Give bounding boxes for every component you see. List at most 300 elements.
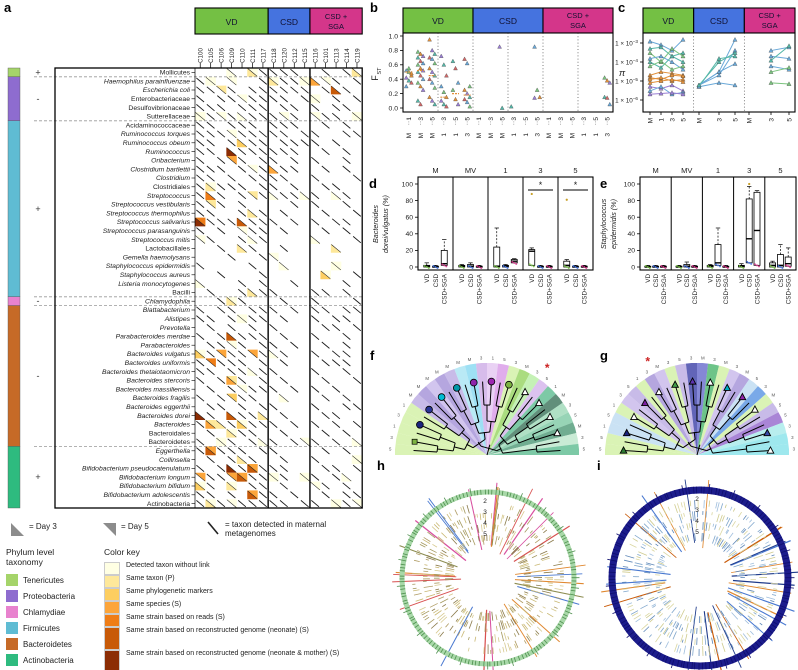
band-tick — [436, 627, 442, 633]
band-tick — [739, 588, 743, 589]
maternal-mark — [343, 448, 351, 454]
maternal-mark — [196, 316, 204, 322]
band-tick — [457, 521, 459, 525]
row-label: Streptococcus — [146, 192, 190, 200]
leaf-label: 5 — [784, 412, 787, 418]
maternal-mark — [270, 421, 278, 427]
x-group-label: CSD — [537, 274, 545, 288]
phylum-swatch — [6, 638, 18, 650]
outlier — [566, 199, 568, 201]
band-tick — [424, 586, 433, 587]
band-tick — [668, 507, 670, 511]
row-label: Bacteroides dorei — [137, 412, 190, 420]
track-label: 3 — [695, 507, 699, 514]
maternal-mark — [196, 78, 204, 84]
maternal-mark — [259, 228, 267, 234]
band-tick — [508, 643, 510, 651]
maternal-mark — [280, 412, 288, 418]
band-tick — [725, 505, 726, 508]
maternal-mark — [259, 104, 267, 110]
maternal-mark — [207, 368, 215, 374]
jitter-dot — [647, 266, 649, 268]
row-label: Parabacteroides — [140, 342, 190, 350]
jitter-dot — [688, 267, 690, 269]
band-tick — [469, 539, 470, 542]
maternal-mark — [228, 316, 236, 322]
band-tick — [709, 523, 710, 531]
row-label: Prevotella — [159, 324, 190, 332]
y-tick-label: 0.6 — [388, 62, 398, 70]
maternal-mark — [259, 140, 267, 146]
band-tick — [745, 620, 749, 624]
x-label-bottom: M — [569, 133, 577, 139]
x-group-label: CSD+SGA — [476, 274, 484, 305]
maternal-mark — [238, 448, 246, 454]
band-tick — [645, 569, 651, 570]
x-label-bottom: M — [557, 133, 565, 139]
maternal-mark — [196, 104, 204, 110]
maternal-mark — [290, 421, 298, 427]
maternal-mark — [332, 78, 340, 84]
band-tick — [766, 557, 775, 560]
x-group-label: CSD+SGA — [581, 274, 589, 305]
column-label: C101 — [323, 47, 331, 63]
x-group-label: VD — [494, 274, 502, 283]
band-tick — [497, 525, 498, 532]
band-tick — [542, 591, 551, 593]
band-tick — [736, 524, 739, 528]
band-tick — [452, 555, 455, 557]
maternal-mark — [290, 192, 298, 198]
leaf-label: M — [524, 364, 529, 370]
row-label: Collinsella — [159, 456, 190, 464]
band-tick — [475, 637, 476, 642]
maternal-mark — [322, 69, 330, 75]
band-tick — [468, 516, 471, 524]
x-label-top: 1 — [476, 117, 484, 121]
jitter-dot — [692, 265, 694, 267]
jitter-dot — [684, 265, 686, 267]
band-tick — [644, 572, 650, 573]
jitter-dot — [777, 265, 779, 267]
maternal-mark — [311, 439, 319, 445]
band-tick — [454, 522, 458, 528]
band-tick — [709, 501, 710, 507]
x-group-label: CSD+SGA — [723, 274, 731, 305]
maternal-mark — [280, 131, 288, 137]
y-axis-label: Staphylococcus — [599, 198, 608, 250]
maternal-mark — [290, 69, 298, 75]
maternal-mark — [301, 96, 309, 102]
band-tick — [531, 590, 540, 593]
row-label: Listeria monocytogenes — [118, 280, 190, 288]
jitter-dot — [433, 265, 435, 267]
maternal-mark — [280, 122, 288, 128]
maternal-mark — [301, 500, 309, 506]
maternal-mark — [311, 351, 319, 357]
maternal-mark — [238, 465, 246, 471]
jitter-dot — [441, 263, 443, 265]
jitter-dot — [496, 266, 498, 268]
row-label: Clostridium bartlettii — [130, 166, 190, 174]
jitter-dot — [664, 267, 666, 269]
maternal-mark — [207, 289, 215, 295]
jitter-dot — [437, 267, 439, 269]
band-tick — [753, 603, 760, 606]
jitter-dot — [742, 267, 744, 269]
node-marker-circle — [416, 421, 423, 428]
panel-h-circos — [392, 483, 585, 670]
band-tick — [554, 607, 558, 609]
maternal-mark — [280, 104, 288, 110]
maternal-mark — [196, 175, 204, 181]
maternal-mark — [343, 201, 351, 207]
band-tick — [450, 626, 453, 631]
phylum-bar-actinobacteria — [8, 446, 20, 508]
maternal-mark — [353, 78, 361, 84]
band-tick — [432, 609, 435, 611]
maternal-mark — [217, 404, 225, 410]
maternal-mark — [217, 166, 225, 172]
maternal-mark — [353, 96, 361, 102]
maternal-mark — [343, 351, 351, 357]
band-tick — [529, 607, 532, 609]
maternal-mark — [270, 122, 278, 128]
maternal-mark — [228, 324, 236, 330]
maternal-mark — [280, 192, 288, 198]
band-tick — [640, 528, 647, 534]
maternal-mark — [311, 404, 319, 410]
maternal-mark — [259, 483, 267, 489]
band-tick — [760, 623, 763, 625]
leaf-label: 5 — [545, 376, 549, 382]
jitter-dot — [564, 265, 566, 267]
maternal-mark — [270, 87, 278, 93]
maternal-mark — [343, 131, 351, 137]
maternal-mark — [270, 113, 278, 119]
band-tick — [419, 607, 425, 610]
band-tick — [637, 598, 643, 600]
maternal-mark — [217, 219, 225, 225]
maternal-mark — [228, 87, 236, 93]
maternal-mark — [311, 157, 319, 163]
panel-label-c: c — [618, 0, 626, 15]
maternal-mark — [207, 456, 215, 462]
jitter-dot — [709, 266, 711, 268]
y-tick-label: 40 — [405, 231, 413, 239]
maternal-mark — [311, 421, 319, 427]
outer-ring — [612, 490, 788, 666]
band-tick — [426, 594, 435, 597]
maternal-mark — [196, 333, 204, 339]
maternal-mark — [249, 245, 257, 251]
band-tick — [495, 634, 496, 642]
x-label-top: 5 — [569, 117, 577, 121]
leaf-label: 1 — [603, 423, 606, 429]
y-tick-label: 100 — [623, 181, 635, 189]
row-label: Staphylococcus aureus — [119, 272, 190, 279]
x-label-bottom: 1 — [522, 133, 530, 137]
x-tick-label: 3 — [768, 118, 776, 122]
maternal-mark — [290, 184, 298, 190]
band-tick — [508, 636, 509, 639]
band-tick — [424, 590, 431, 592]
band-tick — [758, 615, 766, 620]
band-tick — [634, 565, 643, 567]
band-tick — [501, 620, 504, 629]
maternal-mark — [207, 316, 215, 322]
band-tick — [544, 572, 553, 573]
jitter-dot — [756, 264, 758, 266]
band-tick — [655, 625, 658, 628]
x-label-bottom: 1 — [592, 133, 600, 137]
day5-triangle-icon — [102, 522, 117, 537]
band-tick — [438, 557, 443, 559]
maternal-mark — [238, 368, 246, 374]
maternal-mark — [217, 500, 225, 506]
row-label: Bacteroides vulgatus — [126, 351, 190, 359]
band-tick — [758, 529, 761, 532]
maternal-mark — [228, 448, 236, 454]
maternal-mark — [311, 500, 319, 506]
x-group-label: CSD+SGA — [692, 274, 699, 305]
maternal-mark — [249, 333, 257, 339]
maternal-mark — [280, 465, 288, 471]
band-tick — [646, 613, 652, 618]
phylum-bar-proteobacteria — [8, 77, 20, 121]
jitter-dot — [426, 266, 428, 268]
maternal-mark — [280, 148, 288, 154]
band-tick — [652, 550, 655, 552]
maternal-mark — [249, 386, 257, 392]
gram-sign: + — [35, 203, 41, 214]
band-tick — [459, 520, 463, 528]
band-tick — [721, 503, 723, 510]
band-tick — [446, 568, 454, 570]
band-tick — [430, 603, 438, 607]
band-tick — [454, 630, 456, 633]
x-group-label: CSD+SGA — [660, 274, 668, 305]
maternal-mark — [238, 192, 246, 198]
jitter-dot — [657, 267, 659, 269]
color-key-item — [104, 627, 360, 650]
jitter-dot — [498, 267, 500, 269]
band-tick — [438, 597, 444, 599]
band-tick — [737, 626, 741, 631]
jitter-dot — [750, 263, 752, 265]
maternal-mark — [311, 289, 319, 295]
jitter-dot — [774, 267, 776, 269]
maternal-mark — [238, 377, 246, 383]
band-tick — [751, 592, 754, 593]
jitter-dot — [548, 266, 550, 268]
y-tick-label: $1 \times 10^{-5}$ — [615, 76, 638, 86]
phylum-label: Firmicutes — [23, 623, 60, 633]
band-tick — [669, 629, 673, 638]
leaf-label: 5 — [627, 383, 630, 389]
jitter-dot — [781, 267, 783, 269]
maternal-mark — [238, 157, 246, 163]
maternal-mark — [311, 201, 319, 207]
maternal-mark — [332, 324, 340, 330]
maternal-mark — [238, 404, 246, 410]
maternal-mark — [238, 148, 246, 154]
heatmap-frame — [55, 68, 362, 508]
maternal-mark — [353, 175, 361, 181]
band-tick — [469, 620, 472, 628]
band-tick — [472, 538, 475, 545]
phylum-legend-item — [6, 588, 75, 604]
row-label: Mollicutes — [159, 69, 190, 77]
maternal-mark — [217, 360, 225, 366]
maternal-mark — [217, 395, 225, 401]
maternal-mark — [249, 412, 257, 418]
row-label: Ruminococcus torques — [120, 131, 190, 139]
band-tick — [526, 543, 529, 546]
maternal-mark — [343, 395, 351, 401]
band-tick — [661, 628, 664, 632]
maternal-mark — [249, 316, 257, 322]
band-tick — [759, 531, 762, 533]
x-group-label: CSD — [684, 274, 692, 288]
maternal-mark — [290, 87, 298, 93]
y-tick-label: 100 — [401, 181, 413, 189]
band-tick — [434, 583, 439, 584]
jitter-dot — [511, 261, 513, 263]
maternal-mark — [238, 298, 246, 304]
row-label: Streptococcus vestibularis — [111, 201, 190, 209]
phylum-legend-item — [6, 620, 75, 636]
maternal-mark — [343, 104, 351, 110]
maternal-mark — [290, 342, 298, 348]
column-label: C111 — [249, 48, 257, 63]
legend-day5 — [102, 522, 149, 537]
maternal-mark — [270, 175, 278, 181]
maternal-mark — [332, 113, 340, 119]
maternal-mark — [270, 96, 278, 102]
band-tick — [413, 588, 417, 589]
maternal-mark — [249, 122, 257, 128]
y-tick-label: $1 \times 10^{-4}$ — [615, 57, 638, 67]
significance-asterisk: * — [544, 360, 550, 375]
jitter-dot — [546, 265, 548, 267]
panel-label-g: g — [600, 348, 608, 363]
band-tick — [691, 629, 692, 633]
leaf-label: M — [467, 357, 472, 363]
track-label: 2 — [483, 498, 487, 505]
maternal-mark — [311, 192, 319, 198]
maternal-mark — [259, 254, 267, 260]
panel-label-a: a — [4, 0, 12, 15]
band-tick — [729, 533, 733, 539]
band-tick — [501, 632, 503, 641]
band-tick — [687, 535, 689, 541]
band-tick — [690, 512, 691, 519]
phylum-bar-tenericutes — [8, 68, 20, 77]
jitter-dot — [566, 266, 568, 268]
maternal-mark — [353, 298, 361, 304]
column-label: C106 — [218, 47, 226, 63]
x-label-bottom: 1 — [511, 133, 519, 137]
x-label-top: 3 — [441, 117, 449, 121]
band-tick — [513, 531, 515, 534]
maternal-mark — [196, 166, 204, 172]
maternal-mark — [196, 87, 204, 93]
maternal-mark — [228, 421, 236, 427]
band-tick — [717, 502, 719, 511]
group-header-label: CSD — [710, 16, 728, 26]
color-key-item — [104, 650, 360, 670]
band-tick — [636, 559, 640, 560]
subpanel-label: 1 — [503, 166, 508, 175]
band-tick — [492, 612, 493, 621]
maternal-mark — [270, 492, 278, 498]
color-key-label: Same taxon (P) — [126, 575, 175, 582]
maternal-mark — [290, 219, 298, 225]
maternal-mark — [207, 104, 215, 110]
band-tick — [555, 589, 564, 590]
band-tick — [442, 604, 446, 606]
jitter-dot — [707, 265, 709, 267]
ring-tick — [784, 585, 791, 586]
band-tick — [496, 615, 497, 621]
band-tick — [537, 615, 540, 617]
panel-c-pi — [615, 8, 795, 123]
band-tick — [431, 623, 438, 629]
leaf-label: 3 — [645, 369, 649, 375]
y-tick-label: 20 — [627, 247, 635, 255]
row-label: Bacteroides massiliensis — [115, 386, 190, 394]
maternal-mark — [280, 245, 288, 251]
band-tick — [750, 563, 754, 564]
maternal-mark — [322, 465, 330, 471]
maternal-mark — [280, 298, 288, 304]
maternal-mark — [259, 96, 267, 102]
maternal-mark — [217, 157, 225, 163]
band-tick — [532, 555, 537, 557]
band-tick — [440, 552, 448, 556]
band-tick — [422, 611, 429, 615]
band-tick — [624, 560, 632, 562]
maternal-mark — [322, 430, 330, 436]
band-tick — [424, 537, 431, 541]
band-tick — [414, 560, 420, 561]
band-tick — [524, 594, 527, 595]
leaf-label: 3 — [535, 369, 539, 375]
column-label: C119 — [354, 48, 362, 63]
band-tick — [466, 541, 469, 546]
maternal-mark — [196, 448, 204, 454]
band-tick — [730, 634, 732, 637]
maternal-mark — [322, 360, 330, 366]
maternal-mark — [238, 289, 246, 295]
band-tick — [535, 598, 538, 599]
band-tick — [713, 524, 714, 527]
row-label: Eggerthella — [155, 448, 190, 455]
maternal-mark — [270, 439, 278, 445]
jitter-dot — [424, 265, 426, 267]
maternal-mark — [249, 456, 257, 462]
band-tick — [446, 570, 454, 572]
band-tick — [547, 613, 553, 617]
phylum-legend-title: Phylum level taxonomy — [6, 547, 55, 567]
maternal-mark — [280, 316, 288, 322]
panel-label-f: f — [370, 348, 375, 363]
maternal-mark — [290, 104, 298, 110]
phylum-swatch — [6, 590, 18, 602]
band-tick — [518, 549, 520, 551]
band-tick — [682, 628, 683, 631]
